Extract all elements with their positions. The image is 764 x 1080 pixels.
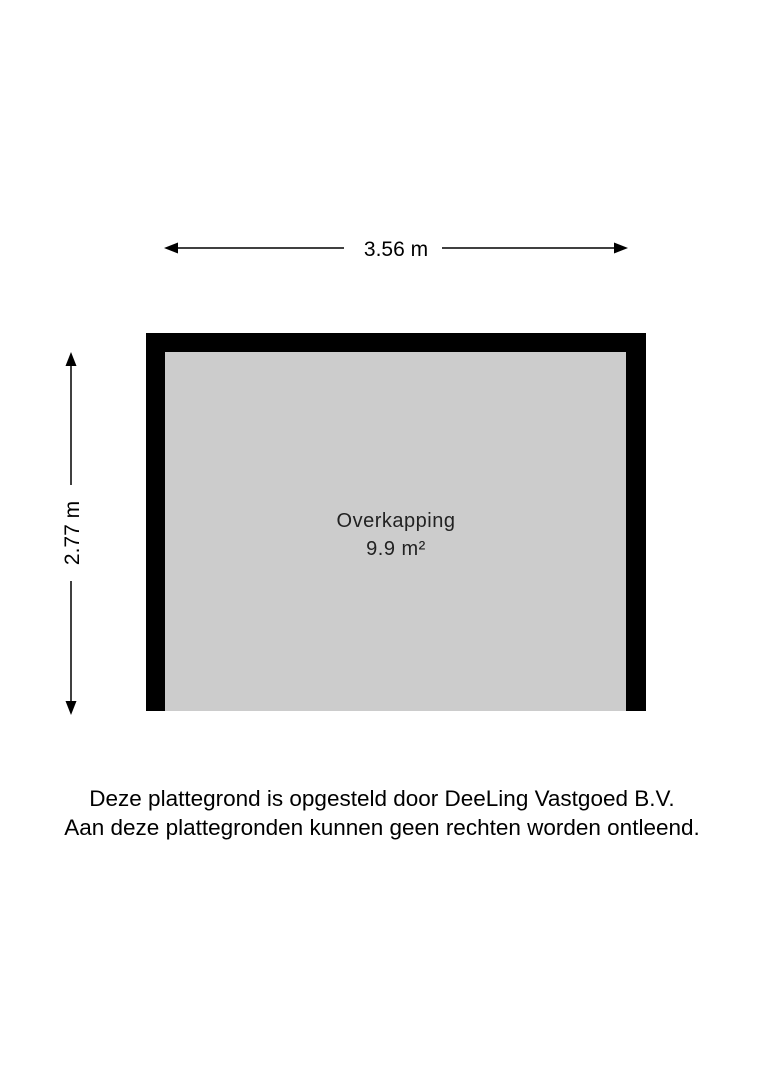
arrow-left-icon: [164, 243, 178, 254]
height-dimension: [61, 352, 84, 715]
room-area: 9.9 m²: [366, 538, 426, 560]
arrow-right-icon: [614, 243, 628, 254]
disclaimer-line-1: Deze plattegrond is opgesteld door DeeLing Vastgoed B.V.: [89, 786, 675, 811]
room-name: Overkapping: [336, 510, 456, 532]
height-label: 2.77 m: [61, 500, 84, 566]
width-dimension: [164, 238, 628, 261]
width-label: 3.56 m: [363, 238, 429, 261]
arrow-up-icon: [66, 352, 77, 366]
disclaimer-line-2: Aan deze plattegronden kunnen geen rechten worden ontleend.: [64, 815, 700, 840]
arrow-down-icon: [66, 701, 77, 715]
room-overkapping: [146, 333, 646, 711]
